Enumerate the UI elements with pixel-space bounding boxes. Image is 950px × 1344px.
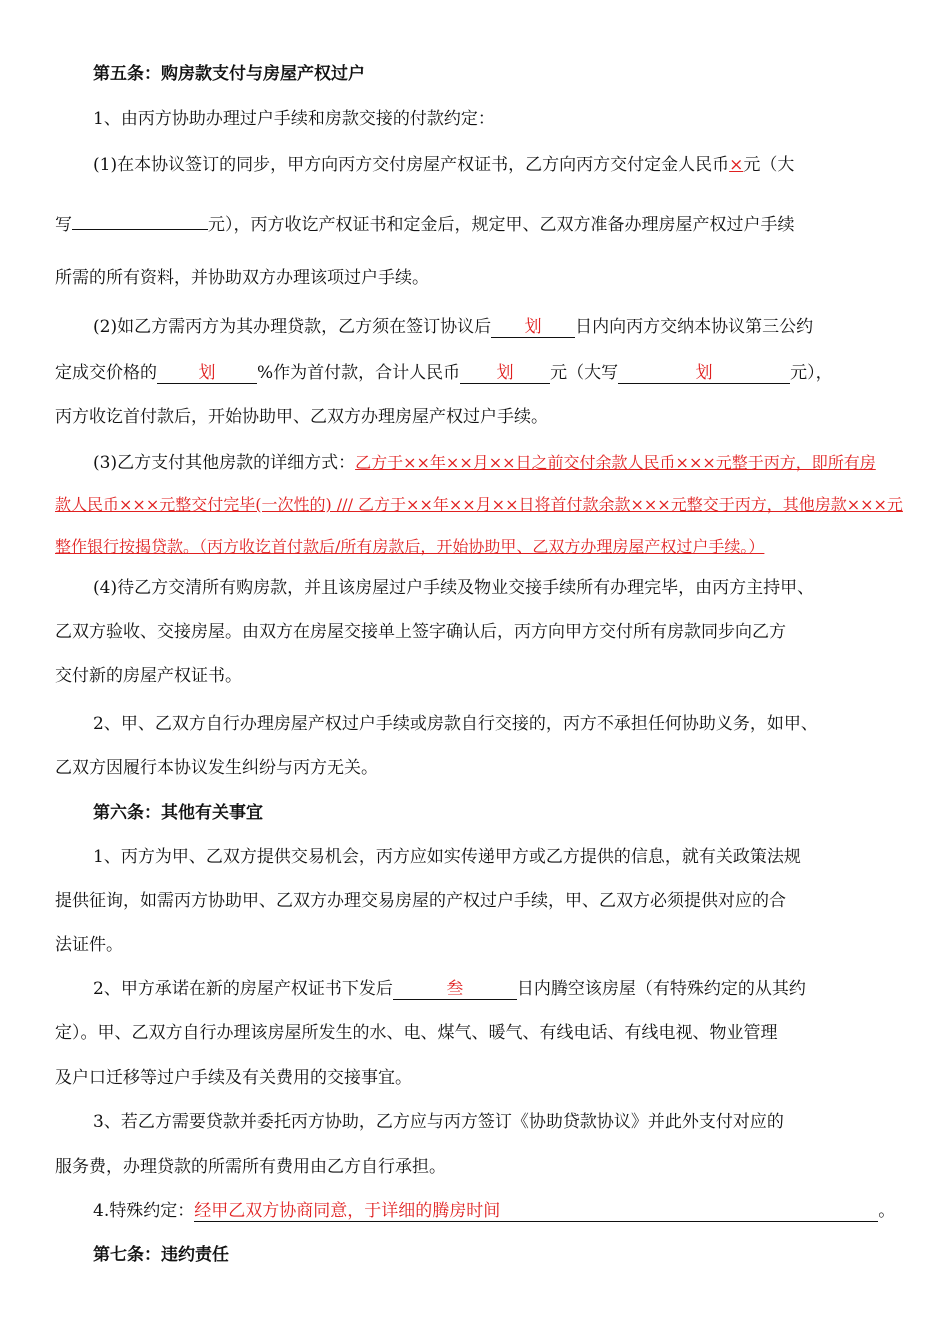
article-6-title: 第六条：其他有关事宜 bbox=[93, 803, 263, 823]
fill-value: 划 bbox=[695, 363, 713, 383]
article-5-title: 第五条：购房款支付与房屋产权过户 bbox=[93, 64, 365, 84]
text: 2、甲方承诺在新的房屋产权证书下发后 bbox=[93, 979, 393, 999]
art5-para-2-line2 bbox=[55, 361, 833, 385]
fill-days bbox=[491, 317, 575, 338]
text: 元（大 bbox=[743, 155, 795, 175]
art5-para-1: 1、由丙方协助办理过户手续和房款交接的付款约定： bbox=[93, 109, 495, 129]
art5-para-5-line1: 2、甲、乙双方自行办理房屋产权过户手续或房款自行交接的，丙方不承担任何协助义务，如甲、 bbox=[93, 714, 818, 734]
text: %作为首付款，合计人民币 bbox=[257, 363, 461, 383]
art5-para-1a-line1 bbox=[93, 153, 794, 177]
fill-percent bbox=[157, 363, 257, 384]
text: 写 bbox=[55, 215, 72, 235]
art5-para-1a-line2 bbox=[55, 209, 795, 237]
art6-para-3-line1: 3、若乙方需要贷款并委托丙方协助，乙方应与丙方签订《协助贷款协议》并此外支付对应的 bbox=[93, 1112, 784, 1132]
text: 元），丙方收讫产权证书和定金后，规定甲、乙双方准备办理房屋产权过户手续 bbox=[208, 215, 795, 235]
text: 日内向丙方交纳本协议第三公约 bbox=[575, 317, 814, 337]
fill-value: 划 bbox=[524, 317, 542, 337]
fill-value: 叁 bbox=[446, 979, 464, 999]
text: 日内腾空该房屋（有特殊约定的从其约 bbox=[516, 979, 806, 999]
art5-para-2-line1 bbox=[93, 315, 813, 339]
text: 定成交价格的 bbox=[55, 363, 157, 383]
art6-para-3-line2: 服务费，办理贷款的所需所有费用由乙方自行承担。 bbox=[55, 1157, 446, 1177]
fill-vacate-days bbox=[393, 979, 517, 1000]
blank-field bbox=[72, 209, 208, 230]
special-agreement-field bbox=[194, 1201, 878, 1222]
art5-para-4-line3: 交付新的房屋产权证书。 bbox=[55, 666, 242, 686]
article-7-title: 第七条：违约责任 bbox=[93, 1245, 229, 1265]
art5-para-3-line3: 整作银行按揭贷款。（丙方收讫首付款后/所有房款后，开始协助甲、乙双方办理房屋产权过户手续。） bbox=[55, 537, 765, 556]
text: 元）， bbox=[790, 363, 833, 383]
art5-para-4-line1: (4)待乙方交清所有购房款，并且该房屋过户手续及物业交接手续所有办理完毕，由丙方主持甲、 bbox=[93, 578, 815, 598]
art6-para-1-line3: 法证件。 bbox=[55, 935, 123, 955]
art6-para-2-line3: 及户口迁移等过户手续及有关费用的交接事宜。 bbox=[55, 1068, 412, 1088]
art5-para-4-line2: 乙双方验收、交接房屋。由双方在房屋交接单上签字确认后，丙方向甲方交付所有房款同步向乙方 bbox=[55, 622, 786, 642]
art6-para-2-line2: 定）。甲、乙双方自行办理该房屋所发生的水、电、煤气、暖气、有线电话、有线电视、物业管理 bbox=[55, 1023, 778, 1043]
fill-value: 划 bbox=[198, 363, 216, 383]
art6-para-1-line1: 1、丙方为甲、乙双方提供交易机会，丙方应如实传递甲方或乙方提供的信息，就有关政策法规 bbox=[93, 847, 801, 867]
fill-amount-words bbox=[618, 363, 790, 384]
text: 。 bbox=[878, 1201, 896, 1221]
art5-para-5-line2: 乙双方因履行本协议发生纠纷与丙方无关。 bbox=[55, 758, 378, 778]
art6-para-4 bbox=[93, 1199, 895, 1223]
art5-para-2-line3: 丙方收讫首付款后，开始协助甲、乙双方办理房屋产权过户手续。 bbox=[55, 407, 548, 427]
text: (2)如乙方需丙方为其办理贷款，乙方须在签订协议后 bbox=[93, 317, 492, 337]
fill-amount bbox=[460, 363, 550, 384]
art5-para-3-line2: 款人民币×××元整交付完毕(一次性的) /// 乙方于××年××月××日将首付款余款×××元整交于丙方，其他房款×××元 bbox=[55, 495, 903, 514]
special-agreement-text: 经甲乙双方协商同意，于详细的腾房时间 bbox=[194, 1201, 501, 1221]
deposit-amount: × bbox=[729, 155, 744, 175]
art6-para-1-line2: 提供征询，如需丙方协助甲、乙双方办理交易房屋的产权过户手续，甲、乙双方必须提供对应的合 bbox=[55, 891, 786, 911]
text: (1)在本协议签订的同步，甲方向丙方交付房屋产权证书，乙方向丙方交付定金人民币 bbox=[93, 155, 730, 175]
text: 元（大写 bbox=[550, 363, 619, 383]
fill-value: 划 bbox=[496, 363, 514, 383]
payment-method-text: 乙方于××年××月××日之前交付余款人民币×××元整于丙方，即所有房 bbox=[355, 453, 876, 472]
art5-para-3-line1 bbox=[93, 451, 876, 475]
art5-para-1a-line3: 所需的所有资料，并协助双方办理该项过户手续。 bbox=[55, 268, 429, 288]
text: 4.特殊约定： bbox=[93, 1201, 195, 1221]
text: (3)乙方支付其他房款的详细方式： bbox=[93, 453, 356, 473]
art6-para-2-line1 bbox=[93, 977, 806, 1001]
